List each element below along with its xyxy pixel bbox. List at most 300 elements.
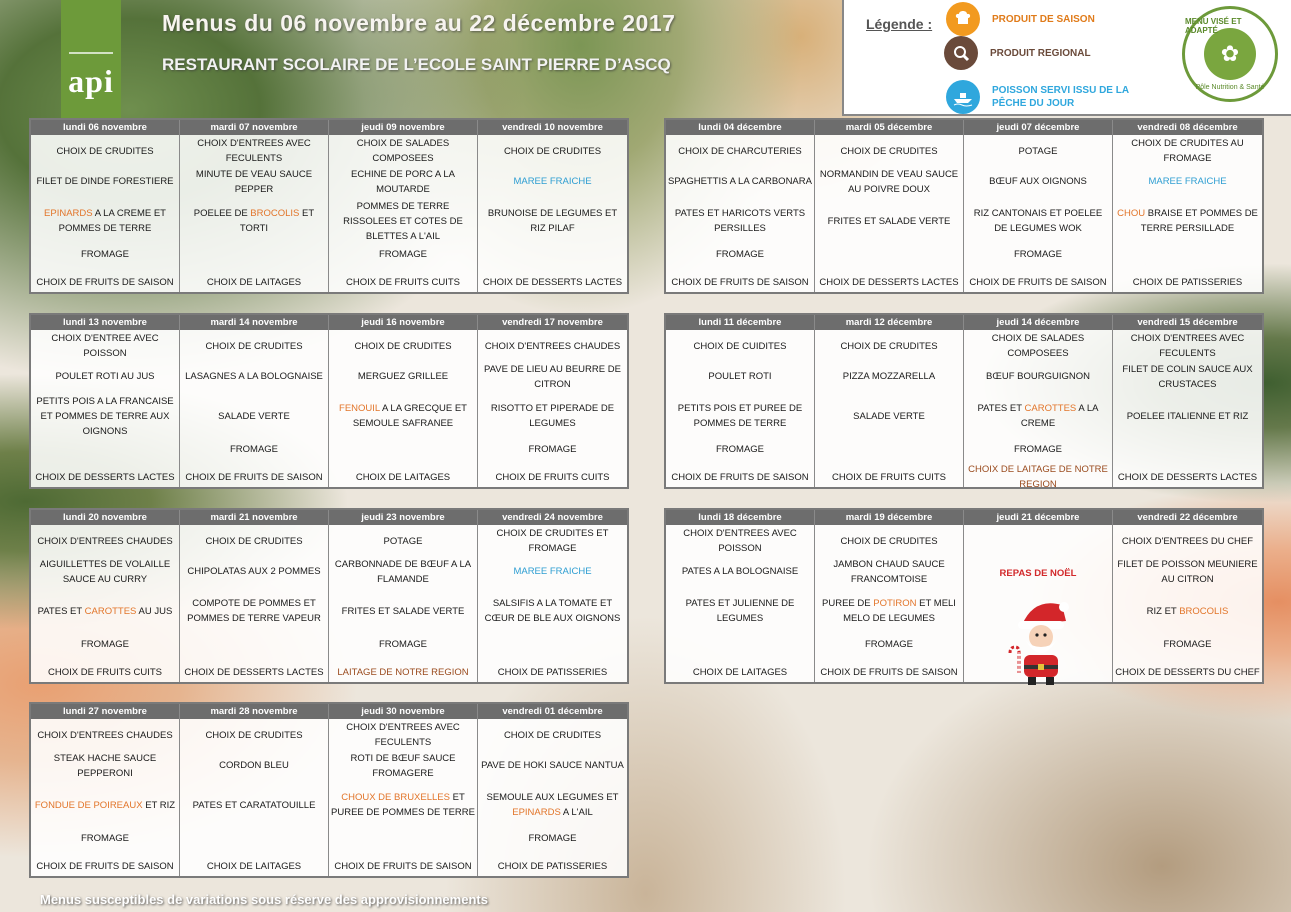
- menu-text: FROMAGE: [378, 249, 428, 260]
- day-header: mardi 05 décembre: [815, 120, 963, 135]
- menu-text: CHOU: [1117, 208, 1146, 219]
- menu-text: CAROTTES: [84, 605, 137, 617]
- menu-item: [817, 462, 961, 492]
- menu-text: POULET ROTI: [708, 371, 772, 382]
- menu-text: MINUTE DE VEAU SAUCE PEPPER: [195, 168, 313, 195]
- menu-item: [668, 137, 812, 165]
- menu-text: FRITES ET SALADE VERTE: [341, 605, 465, 617]
- menu-item: [817, 556, 961, 587]
- menu-text: CHOIX DE DESSERTS LACTES: [819, 276, 959, 288]
- menu-item: [480, 782, 625, 828]
- menu-text: ECHINE DE PORC A LA MOUTARDE: [350, 168, 455, 195]
- day-header: lundi 04 décembre: [666, 120, 814, 135]
- day-column: [666, 120, 815, 292]
- day-header: lundi 06 novembre: [31, 120, 179, 135]
- menu-item: [480, 830, 625, 847]
- menu-item: [668, 657, 812, 687]
- menu-text: SALADE VERTE: [853, 410, 925, 422]
- page-subtitle: RESTAURANT SCOLAIRE DE L’ECOLE SAINT PIERRE D’ASCQ: [162, 55, 671, 74]
- day-header: jeudi 07 décembre: [964, 120, 1112, 135]
- badge-title: MENU VISÉ ET ADAPTÉ: [1185, 17, 1242, 35]
- menu-item: [1115, 166, 1260, 197]
- menu-text: PIZZA MOZZARELLA: [842, 371, 936, 382]
- day-header: mardi 19 décembre: [815, 510, 963, 525]
- menu-text: PAVE DE HOKI SAUCE NANTUA: [481, 760, 624, 771]
- menu-item: [817, 332, 961, 360]
- day-header: jeudi 30 novembre: [329, 704, 477, 719]
- menu-text: CHOIX DE LAITAGES: [692, 666, 788, 678]
- day-column: [1113, 510, 1262, 682]
- week-block: [29, 313, 629, 489]
- menu-text: CHOIX DE CHARCUTERIES: [678, 145, 802, 157]
- menu-text: A LA CREME: [1020, 403, 1099, 429]
- menu-text: AU JUS: [136, 605, 173, 617]
- menu-text: CHOIX D'ENTREE AVEC POISSON: [51, 333, 159, 359]
- menu-text: PATES ET CARATATOUILLE: [192, 799, 316, 811]
- menu-item: [331, 851, 475, 881]
- day-column: [180, 120, 329, 292]
- day-column: [815, 315, 964, 487]
- menu-text: CHOIX DE CRUDITES: [56, 145, 154, 157]
- menu-item: [1115, 657, 1260, 687]
- day-menu: [964, 330, 1112, 490]
- chef-hat-icon: [946, 2, 980, 36]
- day-menu: [1113, 135, 1262, 292]
- menu-text: A LA CREME ET POMMES DE TERRE: [58, 208, 166, 234]
- menu-text: SPAGHETTIS A LA CARBONARA: [668, 176, 812, 187]
- menu-item: [182, 750, 326, 781]
- menu-item: [817, 198, 961, 244]
- day-column: [180, 704, 329, 876]
- menu-text: CHOIX D'ENTREES AVEC FECULENTS: [346, 722, 460, 748]
- menu-text: JAMBON CHAUD SAUCE FRANCOMTOISE: [833, 558, 945, 585]
- day-menu: [964, 135, 1112, 292]
- menu-text: NORMANDIN DE VEAU SAUCE AU POIVRE DOUX: [819, 168, 959, 195]
- menu-item: [480, 657, 625, 687]
- menu-item: [331, 198, 475, 244]
- christmas-meal-label: REPAS DE NOËL: [999, 567, 1077, 579]
- logo-divider: [69, 52, 113, 54]
- legend-label-fresh-fish: [992, 84, 1129, 110]
- menu-text: BROCOLIS: [250, 208, 300, 219]
- menu-text: PAVE DE LIEU AU BEURRE DE CITRON: [484, 363, 621, 390]
- menu-item: [182, 198, 326, 244]
- menu-text: FROMAGE: [80, 249, 130, 260]
- badge-subtitle: Pôle Nutrition & Santé: [1195, 84, 1265, 91]
- day-menu: [31, 525, 179, 682]
- menu-item: [331, 721, 475, 749]
- menu-item: [817, 657, 961, 687]
- day-header: mardi 21 novembre: [180, 510, 328, 525]
- day-menu: [329, 330, 477, 487]
- day-column: [31, 315, 180, 487]
- menu-text: BRAISE ET POMMES DE TERRE PERSILLADE: [1140, 208, 1258, 234]
- menu-item: [182, 830, 326, 847]
- menu-item: [480, 588, 625, 634]
- menu-text: POELEE DE: [193, 208, 251, 219]
- menu-text: BROCOLIS: [1179, 605, 1229, 617]
- menu-item: [331, 246, 475, 263]
- menu-text: MAREE FRAICHE: [513, 176, 592, 187]
- menu-text: A LA GRECQUE ET SEMOULE SAFRANEE: [352, 403, 467, 429]
- day-header: mardi 07 novembre: [180, 120, 328, 135]
- menu-text: FENOUIL: [339, 403, 380, 414]
- menu-text: CHOIX DE CRUDITES: [840, 340, 938, 352]
- day-column: [964, 510, 1113, 682]
- menu-item: [1115, 393, 1260, 439]
- menu-text: CHOIX DE FRUITS DE SAISON: [671, 276, 809, 288]
- menu-text: CHOIX DE FRUITS DE SAISON: [969, 276, 1107, 288]
- menu-item: [817, 636, 961, 653]
- menu-item: [182, 782, 326, 828]
- menu-item: [817, 267, 961, 297]
- week-block: [664, 118, 1264, 294]
- menu-text: FILET DE POISSON MEUNIERE AU CITRON: [1117, 558, 1258, 585]
- menu-item: [33, 556, 177, 587]
- menu-text: CHOIX DE PATISSERIES: [1132, 276, 1243, 288]
- day-menu: [666, 135, 814, 292]
- day-column: [329, 315, 478, 487]
- menu-text: CHOIX DE LAITAGES: [206, 276, 302, 288]
- menu-text: FROMAGE: [1163, 639, 1212, 650]
- menu-item: [668, 636, 812, 653]
- menu-item: [182, 393, 326, 439]
- menu-text: RIZ CANTONAIS ET POELEE DE LEGUMES WOK: [973, 208, 1103, 234]
- menu-item: [331, 830, 475, 847]
- menu-item: [966, 361, 1110, 392]
- day-header: vendredi 10 novembre: [478, 120, 627, 135]
- day-column: [964, 315, 1113, 490]
- day-column: [31, 704, 180, 876]
- menu-item: [480, 166, 625, 197]
- menu-text: ET MELI MELO DE LEGUMES: [843, 598, 956, 624]
- menu-item: [480, 198, 625, 244]
- day-column: [478, 315, 627, 487]
- menu-text: FROMAGE: [229, 444, 279, 455]
- menu-text: BŒUF AUX OIGNONS: [989, 176, 1087, 187]
- day-column: [964, 120, 1113, 292]
- week-block: [29, 702, 629, 878]
- menu-item: [817, 393, 961, 439]
- menu-text: CHOIX DE LAITAGE DE NOTRE REGION: [968, 464, 1108, 490]
- day-menu: [180, 525, 328, 682]
- menu-text: CHOIX DE FRUITS DE SAISON: [671, 471, 809, 483]
- menu-item: [817, 527, 961, 555]
- menu-item: [182, 166, 326, 197]
- menu-text: POULET ROTI AU JUS: [55, 371, 155, 382]
- menu-item: [817, 361, 961, 392]
- menu-text: CHOIX D'ENTREES CHAUDES: [37, 729, 173, 741]
- menu-item: [966, 462, 1110, 492]
- menu-text: FROMAGE: [1013, 444, 1063, 455]
- day-column: [180, 315, 329, 487]
- menu-item: [33, 782, 177, 828]
- day-column: [478, 510, 627, 682]
- day-header: jeudi 14 décembre: [964, 315, 1112, 330]
- menu-text: FROMAGE: [80, 833, 130, 844]
- menu-item: [182, 246, 326, 263]
- day-header: vendredi 15 décembre: [1113, 315, 1262, 330]
- menu-text: FROMAGE: [528, 444, 577, 455]
- day-column: [329, 120, 478, 292]
- menu-item: [33, 527, 177, 555]
- menu-item: [817, 441, 961, 458]
- menu-item: [1115, 137, 1260, 165]
- menu-text: CHOIX DE SALADES COMPOSEES: [991, 333, 1085, 359]
- menu-text: ET RIZ: [142, 799, 176, 811]
- logo-text: api: [68, 63, 114, 99]
- menu-text: POELEE ITALIENNE ET RIZ: [1126, 410, 1249, 422]
- menu-item: [182, 462, 326, 492]
- week-block: [29, 508, 629, 684]
- legend-label-seasonal: PRODUIT DE SAISON: [992, 13, 1095, 25]
- menu-text: CHOIX DE PATISSERIES: [497, 860, 608, 872]
- menu-item: [1115, 267, 1260, 297]
- day-header: vendredi 22 décembre: [1113, 510, 1262, 525]
- menu-text: FONDUE DE POIREAUX: [34, 799, 143, 811]
- menu-item: [182, 636, 326, 653]
- menu-text: CHOIX D'ENTREES DU CHEF: [1121, 535, 1254, 547]
- menu-text: CAROTTES: [1024, 403, 1077, 414]
- menu-item: [331, 393, 475, 439]
- menu-text: AIGUILLETTES DE VOLAILLE SAUCE AU CURRY: [39, 558, 171, 585]
- day-header: jeudi 09 novembre: [329, 120, 477, 135]
- menu-item: [966, 246, 1110, 263]
- menu-text: CHOIX DE DESSERTS LACTES: [184, 666, 324, 678]
- menu-text: CHOIX DE CUIDITES: [693, 340, 787, 352]
- menu-text: CHOIX DE DESSERTS LACTES: [482, 276, 623, 288]
- menu-text: LAITAGE DE NOTRE REGION: [337, 666, 469, 678]
- menu-text: FILET DE DINDE FORESTIERE: [36, 176, 174, 187]
- menu-item: [33, 393, 177, 439]
- menu-item: [480, 462, 625, 492]
- menu-text: A L'AIL: [560, 807, 593, 818]
- menu-item: [966, 393, 1110, 439]
- menu-text: FROMAGE: [864, 639, 914, 650]
- menu-text: LASAGNES A LA BOLOGNAISE: [185, 371, 323, 382]
- menu-item: [182, 556, 326, 587]
- menu-item: [480, 556, 625, 587]
- menu-text: FROMAGE: [1013, 249, 1063, 260]
- day-header: lundi 13 novembre: [31, 315, 179, 330]
- menu-item: [331, 556, 475, 587]
- menu-text: CHOIX DE LAITAGES: [355, 471, 451, 483]
- menu-text: CHOIX DE CRUDITES: [354, 340, 452, 352]
- menu-item: [33, 137, 177, 165]
- menu-text: CHOIX DE FRUITS DE SAISON: [36, 276, 174, 288]
- day-menu: [1113, 330, 1262, 487]
- menu-text: CHOIX DE CRUDITES: [503, 145, 602, 157]
- menu-item: [817, 166, 961, 197]
- day-column: [180, 510, 329, 682]
- footer-note: Menus susceptibles de variations sous réserve des approvisionnements: [40, 892, 488, 907]
- menu-text: CHOIX DE CRUDITES: [503, 729, 602, 741]
- menu-text: PATES A LA BOLOGNAISE: [681, 566, 799, 577]
- menu-text: CHOIX DE PATISSERIES: [497, 666, 608, 678]
- menu-item: [668, 588, 812, 634]
- menu-text: CHOIX DE CRUDITES AU FROMAGE: [1131, 138, 1244, 164]
- menu-text: SALSIFIS A LA TOMATE ET CŒUR DE BLE AUX OIGNONS: [484, 598, 621, 624]
- menu-text: CHOIX DE FRUITS CUITS: [831, 471, 946, 483]
- nutrition-badge: [1182, 6, 1278, 102]
- menu-item: [33, 332, 177, 360]
- day-header: jeudi 16 novembre: [329, 315, 477, 330]
- day-header: jeudi 21 décembre: [964, 510, 1112, 525]
- day-header: mardi 12 décembre: [815, 315, 963, 330]
- menu-item: [182, 657, 326, 687]
- menu-item: [480, 721, 625, 749]
- day-header: mardi 14 novembre: [180, 315, 328, 330]
- menu-item: [331, 441, 475, 458]
- day-header: vendredi 24 novembre: [478, 510, 627, 525]
- menu-item: [33, 462, 177, 492]
- menu-text: CARBONNADE DE BŒUF A LA FLAMANDE: [334, 558, 472, 585]
- menu-item: [33, 830, 177, 847]
- day-menu: [478, 330, 627, 487]
- menu-text: PUREE DE: [822, 598, 874, 609]
- menu-text: CORDON BLEU: [219, 760, 289, 771]
- menu-item: [182, 441, 326, 458]
- menu-text: FROMAGE: [715, 444, 765, 455]
- day-menu: [815, 525, 963, 682]
- menu-item: [668, 166, 812, 197]
- day-column: [478, 120, 627, 292]
- region-pin-icon: [944, 36, 978, 70]
- menu-item: [966, 137, 1110, 165]
- menu-item: [182, 332, 326, 360]
- menu-text: ET TORTI: [239, 208, 315, 234]
- menu-item: [182, 137, 326, 165]
- day-column: [329, 510, 478, 682]
- menu-item: [182, 588, 326, 634]
- day-menu: [478, 719, 627, 876]
- day-column: [815, 120, 964, 292]
- menu-text: CHOIX D'ENTREES CHAUDES: [37, 535, 173, 547]
- day-column: [815, 510, 964, 682]
- menu-text: PATES ET: [37, 605, 85, 617]
- menu-text: RIZ ET: [1146, 605, 1180, 617]
- day-header: lundi 18 décembre: [666, 510, 814, 525]
- menu-item: [33, 361, 177, 392]
- legend-item-seasonal: [946, 2, 1095, 36]
- day-header: mardi 28 novembre: [180, 704, 328, 719]
- menu-item: [331, 166, 475, 197]
- menu-text: PATES ET JULIENNE DE LEGUMES: [685, 598, 795, 624]
- day-menu: [180, 135, 328, 292]
- menu-item: [480, 267, 625, 297]
- menu-text: CHOIX DE FRUITS CUITS: [47, 666, 162, 678]
- day-header: lundi 27 novembre: [31, 704, 179, 719]
- menu-text: CHOIX DE SALADES COMPOSEES: [356, 138, 450, 164]
- menu-text: FROMAGE: [80, 639, 130, 650]
- menu-text: BŒUF BOURGUIGNON: [986, 371, 1090, 382]
- day-menu: [666, 525, 814, 682]
- menu-text: FROMAGE: [715, 249, 765, 260]
- day-column: [31, 510, 180, 682]
- menu-item: [480, 332, 625, 360]
- menu-text: SEMOULE AUX LEGUMES ET: [486, 792, 619, 803]
- menu-item: [331, 782, 475, 828]
- menu-text: CHOIX DE FRUITS DE SAISON: [185, 471, 323, 483]
- menu-item: [33, 721, 177, 749]
- day-column: [666, 315, 815, 487]
- menu-item: [1115, 361, 1260, 392]
- menu-text: CHOIX DE FRUITS DE SAISON: [36, 860, 174, 872]
- menu-text: POMMES DE TERRE RISSOLEES ET COTES DE BLETTES A L'AIL: [343, 200, 463, 242]
- menu-item: [182, 527, 326, 555]
- menu-item: [966, 441, 1110, 458]
- santa-claus-icon: [1004, 595, 1074, 687]
- menu-text: ROTI DE BŒUF SAUCE FROMAGERE: [350, 752, 456, 779]
- menu-text: CHOIX DE CRUDITES: [205, 340, 303, 352]
- legend-item-fresh-fish: [946, 80, 1129, 114]
- menu-text: CHOIX DE FRUITS DE SAISON: [334, 860, 472, 872]
- day-menu: [31, 330, 179, 487]
- menu-text: EPINARDS: [512, 807, 561, 818]
- menu-item: [182, 267, 326, 297]
- menu-text: CHOIX DE CRUDITES: [205, 729, 303, 741]
- menu-item: [966, 332, 1110, 360]
- menu-item: [33, 588, 177, 634]
- menu-text: POTAGE: [383, 535, 423, 547]
- menu-text: FROMAGE: [378, 639, 428, 650]
- menu-text: EPINARDS: [44, 208, 93, 219]
- menu-item: [331, 636, 475, 653]
- menu-text: CHOIX DE LAITAGES: [206, 860, 302, 872]
- menu-item: [33, 246, 177, 263]
- menu-item: [331, 137, 475, 165]
- day-header: vendredi 17 novembre: [478, 315, 627, 330]
- menu-item: [1115, 332, 1260, 360]
- day-column: [478, 704, 627, 876]
- menu-item: [33, 166, 177, 197]
- menu-item: [331, 332, 475, 360]
- menu-item: [1115, 246, 1260, 263]
- legend-label-fresh-fish-line1: POISSON SERVI ISSU DE LA: [992, 85, 1130, 96]
- menu-text: CHOIX DE FRUITS CUITS: [495, 471, 610, 483]
- menu-item: [1115, 441, 1260, 458]
- menu-text: ET PUREE DE POMMES DE TERRE: [331, 792, 475, 818]
- menu-item: [668, 267, 812, 297]
- day-header: vendredi 08 décembre: [1113, 120, 1262, 135]
- day-menu: [180, 719, 328, 876]
- menu-text: CHOIX D'ENTREES AVEC FECULENTS: [197, 138, 311, 164]
- day-menu: [478, 135, 627, 292]
- menu-item: [668, 441, 812, 458]
- menu-text: CHOIX DE CRUDITES: [840, 535, 938, 547]
- day-menu: [666, 330, 814, 487]
- menu-text: CHOIX DE DESSERTS DU CHEF: [1115, 666, 1260, 678]
- day-column: [329, 704, 478, 876]
- menu-item: [331, 750, 475, 781]
- menu-item: [331, 657, 475, 687]
- menu-item: [1115, 636, 1260, 653]
- day-column: [666, 510, 815, 682]
- menu-item: [331, 588, 475, 634]
- menu-item: [480, 636, 625, 653]
- week-block: [664, 313, 1264, 489]
- menu-text: SALADE VERTE: [218, 410, 290, 422]
- menu-item: [33, 851, 177, 881]
- menu-text: COMPOTE DE POMMES ET POMMES DE TERRE VAPEUR: [187, 598, 321, 624]
- day-menu: [329, 135, 477, 292]
- legend-title: Légende :: [866, 16, 933, 32]
- menu-text: POTIRON: [873, 598, 917, 609]
- menu-item: [480, 441, 625, 458]
- menu-text: MERGUEZ GRILLEE: [357, 371, 449, 382]
- menu-text: CHOIX DE CRUDITES ET FROMAGE: [496, 528, 609, 554]
- day-menu: [329, 525, 477, 682]
